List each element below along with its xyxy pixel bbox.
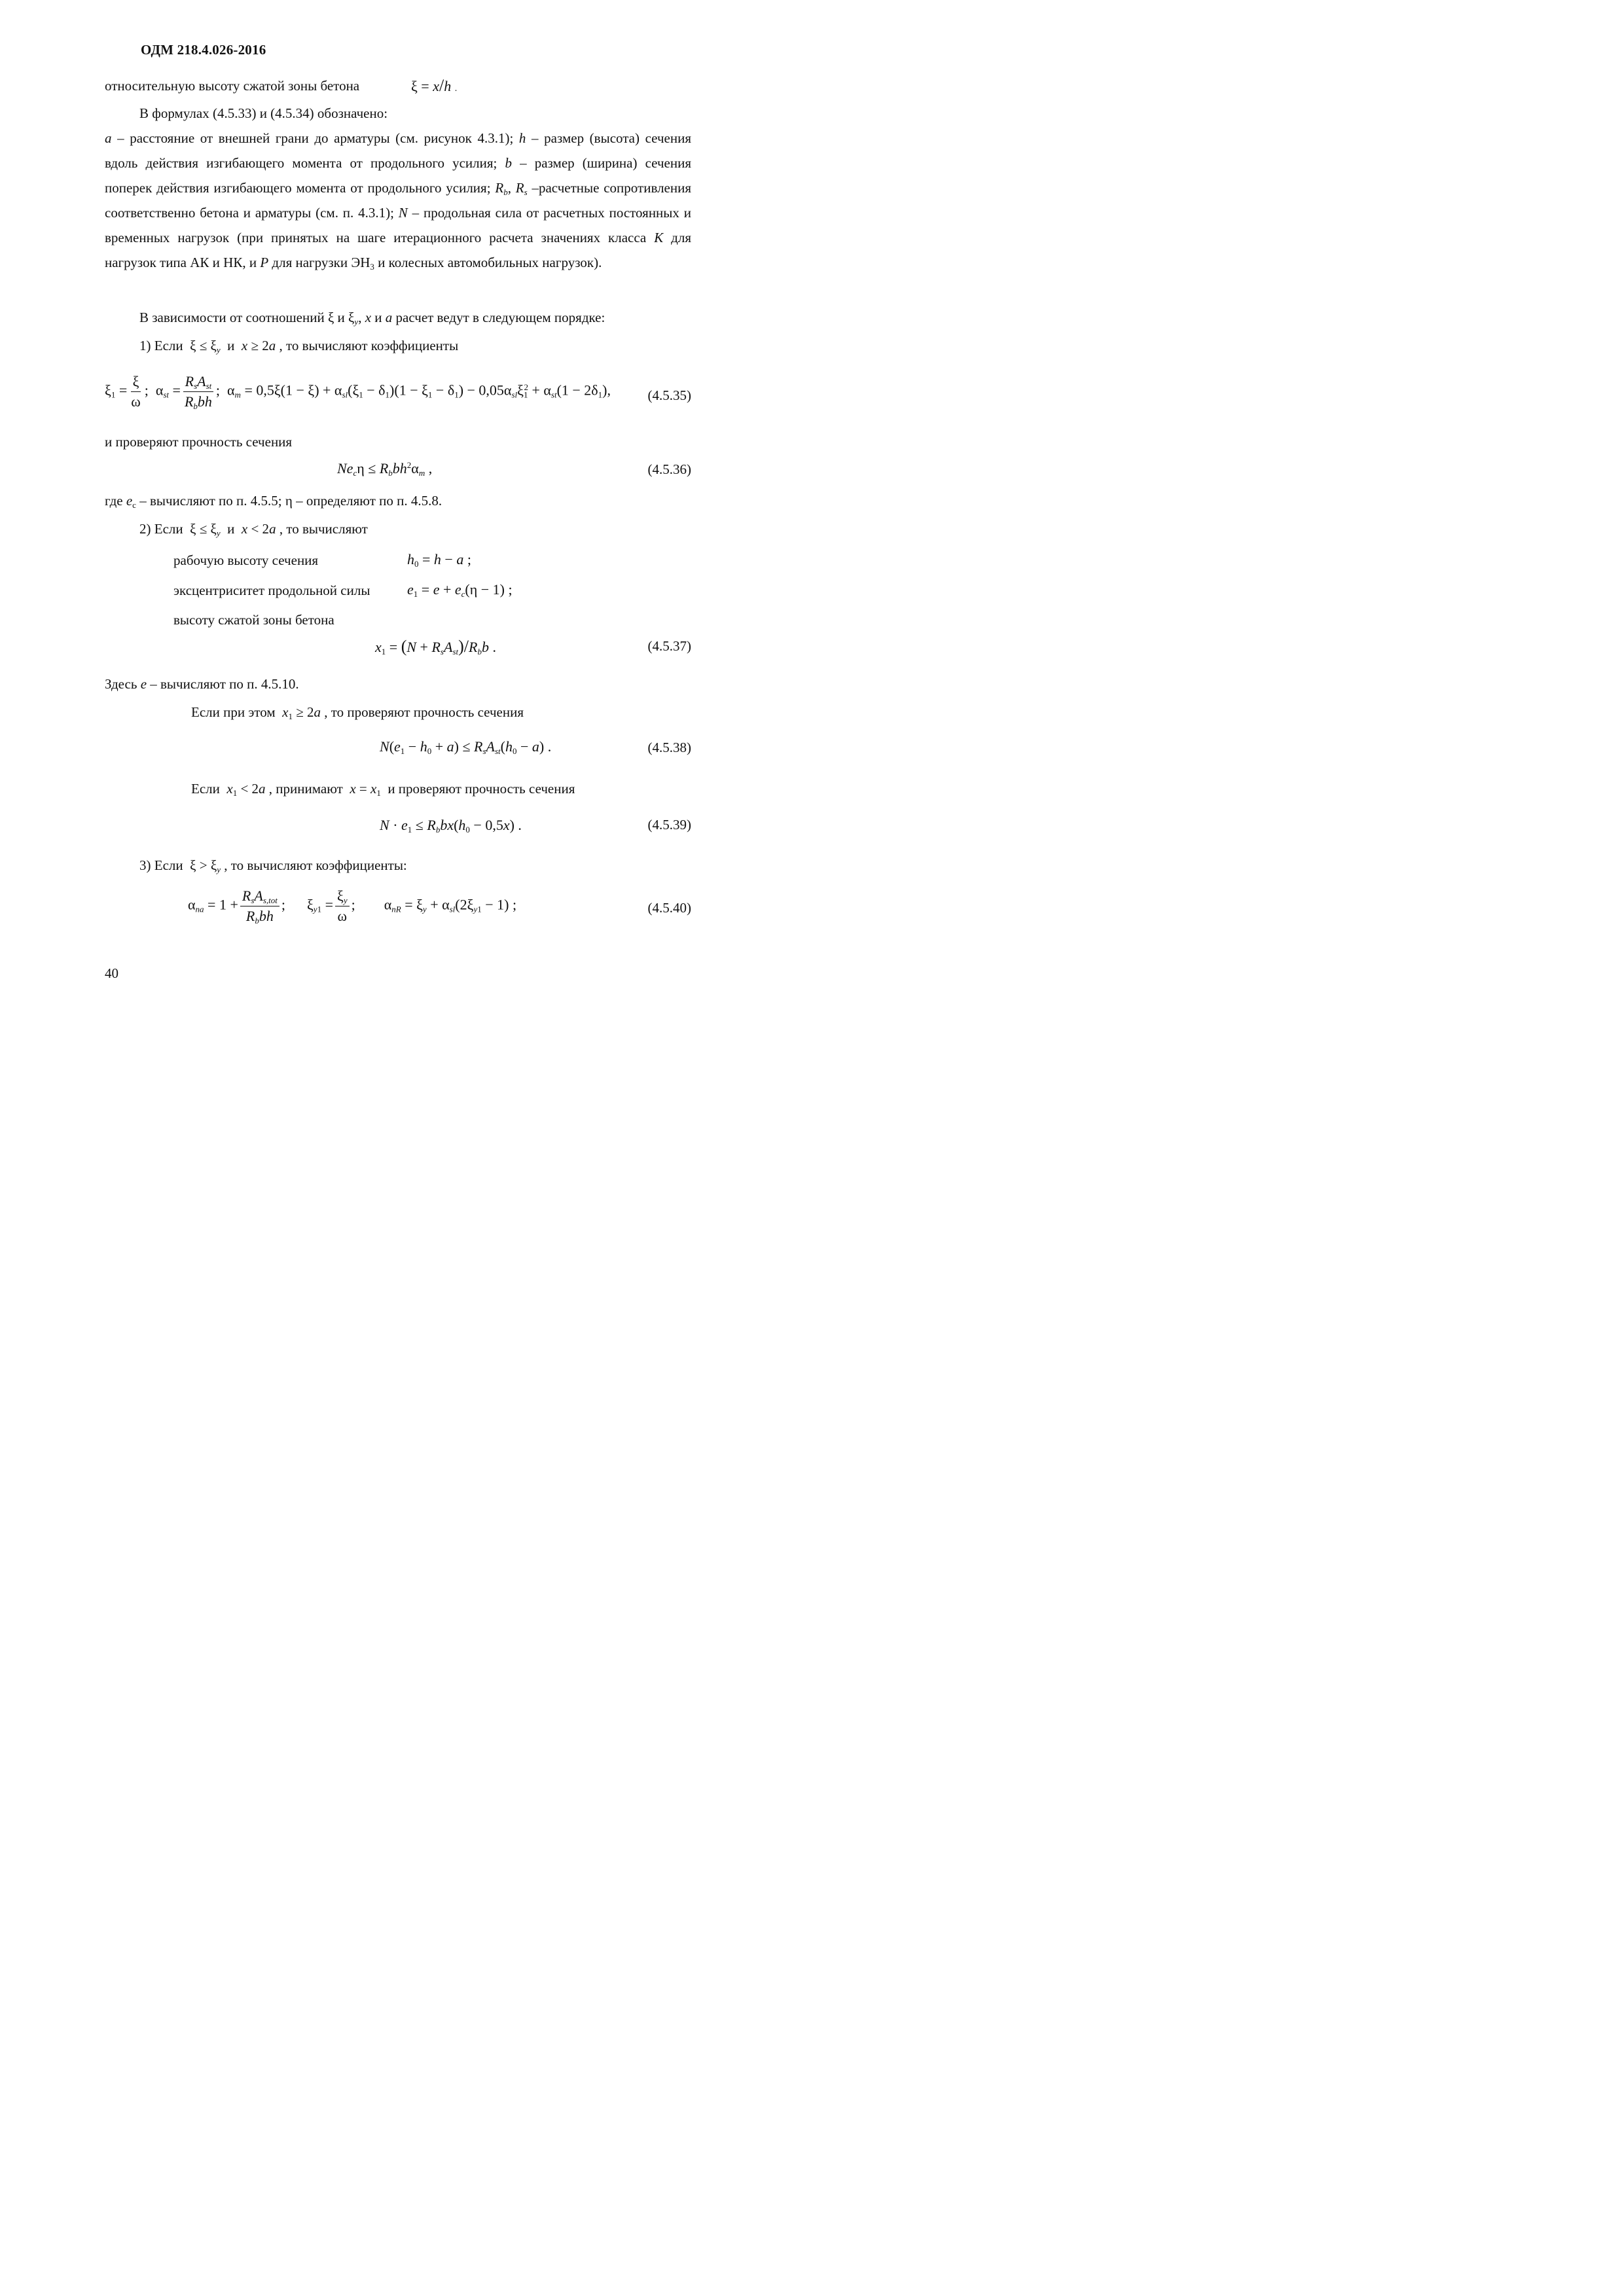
- equation-number-4-5-39: (4.5.39): [647, 817, 691, 833]
- if-x1-lt-text: Если $x_1 < 2a$ , принимают $x = x_1$ и проверяют прочность сечения: [191, 781, 575, 798]
- case-3-heading: 3) Если $\xi > \xi_y$ , то вычисляют коэффициенты:: [139, 857, 407, 874]
- equation-number-4-5-38: (4.5.38): [647, 740, 691, 755]
- eccentricity-formula: $e_1 = e + e_c(\eta - 1)$ ;: [407, 581, 513, 599]
- equation-number-4-5-40: (4.5.40): [647, 900, 691, 916]
- compressed-zone-label: высоту сжатой зоны бетона: [173, 612, 334, 628]
- case-1-heading: 1) Если $\xi \le \xi_y$ и x ≥ 2a , то вычисляют коэффициенты: [139, 338, 459, 355]
- relative-height-formula: ξ = x/h .: [411, 76, 458, 95]
- equation-4-5-35: $\xi_1$ = $\frac{\xi}{\omega}$ ; $\alpha_{st}$ = $\frac{R_sA_{st}}{R_bbh}$ ; $\alpha_m = 0,5\xi(1 - \xi) + \alpha_{sl}(\xi_1 - \delta_1)(1 - \xi_1 - \delta_1) - 0,05\alpha_{sl}\xi_1^2 + \alpha_{st}(1 - 2\delta_1)$,: [105, 373, 611, 411]
- check-strength-text: и проверяют прочность сечения: [105, 434, 293, 450]
- relative-height-text: относительную высоту сжатой зоны бетона: [105, 78, 360, 94]
- work-height-formula: $h_0 = h - a$ ;: [407, 551, 471, 569]
- equation-4-5-39: $N \cdot e_1 \le R_bbx(h_0 - 0,5x)$ .: [380, 817, 522, 834]
- intro-paragraph: В формулах (4.5.33) и (4.5.34) обозначено:: [139, 105, 388, 121]
- equation-4-5-38: $N(e_1 - h_0 + a) \le R_sA_{st}(h_0 - a)$ .: [380, 738, 552, 756]
- where-ec-text: где $e_c$ – вычисляют по п. 4.5.5; η – определяют по п. 4.5.8.: [105, 493, 442, 510]
- equation-number-4-5-37: (4.5.37): [647, 638, 691, 654]
- equation-number-4-5-36: (4.5.36): [647, 461, 691, 477]
- if-x1-ge-text: Если при этом $x_1 \ge 2a$ , то проверяют прочность сечения: [191, 704, 524, 721]
- case-2-heading: 2) Если $\xi \le \xi_y$ и x < 2a , то вычисляют: [139, 521, 368, 538]
- document-header: ОДМ 218.4.026-2016: [141, 42, 266, 58]
- work-height-label: рабочую высоту сечения: [173, 552, 319, 568]
- equation-4-5-36: $Ne_c\eta \le R_bbh^2\alpha_m$ ,: [337, 460, 433, 478]
- order-intro-paragraph: В зависимости от соотношений ξ и $\xi_y$, x и a расчет ведут в следующем порядке:: [139, 310, 605, 327]
- page-number: 40: [105, 965, 118, 981]
- equation-4-5-37: $x_1 = (N + R_sA_{st})/R_bb$ .: [375, 637, 496, 656]
- equation-4-5-40: $\alpha_{na} = 1$ + $\frac{R_sA_{s,tot}}{R_bbh}$ ; $\xi_{y1}$ = $\frac{\xi_y}{\omega}$ ; $\alpha_{nR} = \xi_y + \alpha_{sl}(2\xi_{y1} - 1)$ ;: [188, 888, 517, 925]
- equation-number-4-5-35: (4.5.35): [647, 387, 691, 403]
- eccentricity-label: эксцентриситет продольной силы: [173, 583, 370, 598]
- document-page: [0, 0, 720, 1018]
- definitions-paragraph: a – расстояние от внешней грани до арматуры (см. рисунок 4.3.1); h – размер (высота) сечения вдоль действия изгибающего момента от продольного усилия; b – размер (ширина) сечения поперек действия изгибающего момента от продольного усилия; $R_b$, $R_s$ –расчетные сопротивления соответственно бетона и арматуры (см. п. 4.3.1); N – продольная сила от расчетных постоянных и временных нагрузок (при принятых на шаге итерационного расчета значениях класса K для нагрузок типа АК и НК, и P для нагрузки $ЭН_3$ и колесных автомобильных нагрузок).: [105, 130, 692, 272]
- here-e-text: Здесь e – вычисляют по п. 4.5.10.: [105, 676, 299, 692]
